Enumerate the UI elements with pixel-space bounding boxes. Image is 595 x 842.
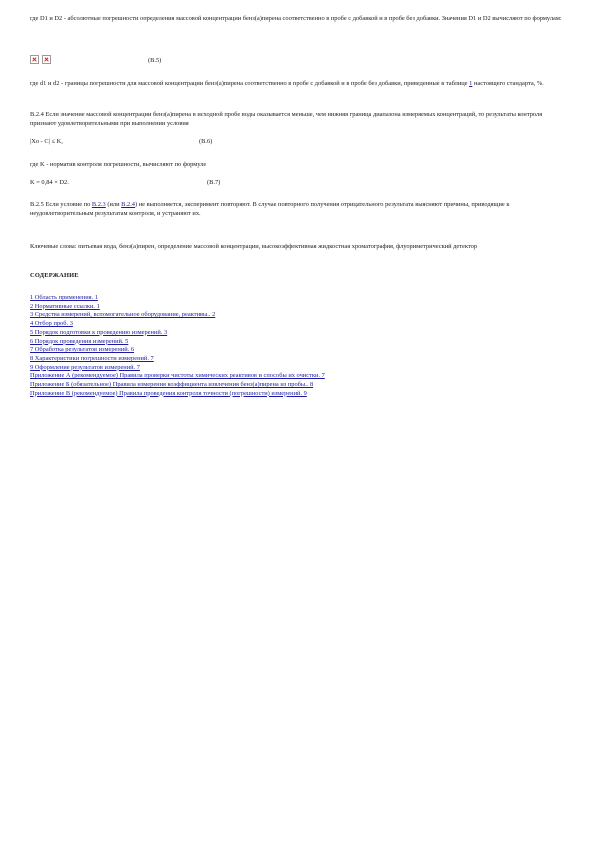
formula-b7-expression: K = 0,84 × D2. xyxy=(30,179,69,186)
formula-b5 xyxy=(30,55,54,64)
toc-item-1[interactable]: 1 Область применения. 1 xyxy=(30,294,99,301)
toc-item-9[interactable]: 9 Оформление результатов измерений. 7 xyxy=(30,363,140,371)
toc-heading xyxy=(30,271,570,280)
toc-item-3[interactable]: 3 Средства измерений, вспомогательное оборудование, реактивы.. 2 xyxy=(30,311,216,319)
k-definition xyxy=(30,160,570,169)
formula-b6-number: (В.6) xyxy=(199,138,213,145)
k-definition-text: где K - норматив контроля погрешности, вычисляют по формуле xyxy=(30,161,207,168)
toc-item-appendix-v[interactable]: Приложение В (рекомендуемое) Правила проведения контроля точности (погрешности) измерений. 9 xyxy=(30,389,307,397)
formula-b6-expression: |Xо - С| ≤ K, xyxy=(30,138,63,145)
clause-b24-link[interactable]: В.2.4 xyxy=(121,201,136,208)
delta-definition-text: где d1 и d2 - границы погрешности для массовой концентрации бенз(а)пирена соответственно в пробе с добавкой и в пробе без добавки, приведенные в таблице xyxy=(30,80,468,87)
keywords-paragraph xyxy=(30,242,570,251)
clause-b23-link[interactable]: В.2.3 xyxy=(91,201,106,208)
toc-item-7[interactable]: 7 Обработка результатов измерений. 6 xyxy=(30,346,135,354)
clause-b24-text: В.2.4 Если значение массовой концентрации бенз(а)пирена в исходной пробе воды оказывается меньше, чем нижняя граница диапазона измеряемых концентраций, то результаты контроля признают удовлетворительными при выполнении условия xyxy=(30,111,543,127)
table-of-contents xyxy=(30,294,410,398)
toc-item-8[interactable]: 8 Характеристики погрешности измерений. 7 xyxy=(30,354,154,362)
toc-item-4[interactable]: 4 Отбор проб. 3 xyxy=(30,320,73,328)
toc-item-2[interactable]: 2 Нормативные ссылки. 1 xyxy=(30,302,100,310)
toc-item-appendix-b[interactable]: Приложение Б (обязательное) Правила измерения коэффициента извлечения бенз(а)пирена из пробы.. 8 xyxy=(30,381,314,389)
formula-b7-number: (В.7) xyxy=(207,179,221,186)
d-definition-text: где D1 и D2 - абсолютные погрешности определения массовой концентрации бенз(а)пирена соответственно в пробе с добавкой и в пробе без добавки. Значения D1 и D2 вычисляют по формулам: xyxy=(30,15,562,22)
broken-image-icon xyxy=(42,55,51,64)
table-1-link[interactable]: 1 xyxy=(469,80,473,87)
toc-item-appendix-a[interactable]: Приложение А (рекомендуемое) Правила проверки чистоты химических реактивов и способы их очистки. 7 xyxy=(30,372,325,380)
keywords-text: Ключевые слова: питьевая вода, бенз(а)пирен, определение массовой концентрации, высокоэффективная жидкостная хроматография, флуориметрический детектор xyxy=(30,243,477,250)
clause-b24 xyxy=(30,110,570,128)
broken-image-icon xyxy=(30,55,39,64)
clause-b25-rest: ) не выполняется, эксперимент повторяют. В случае повторного получения отрицательного результата выясняют причины, приводящие к неудовлетворительным результатам контроля, и устраняют их. xyxy=(30,201,510,217)
toc-title: СОДЕРЖАНИЕ xyxy=(30,272,79,279)
formula-b5-number: (В.5) xyxy=(148,57,162,64)
clause-b25-prefix: В.2.5 Если условие по xyxy=(30,201,91,208)
delta-definition-paragraph xyxy=(30,79,570,88)
delta-definition-end: настоящего стандарта, %. xyxy=(473,80,544,87)
toc-item-6[interactable]: 6 Порядок проведения измерений. 5 xyxy=(30,337,129,345)
toc-item-5[interactable]: 5 Порядок подготовки к проведению измерений. 3 xyxy=(30,328,168,336)
d-definition-paragraph xyxy=(30,14,570,23)
clause-b25 xyxy=(30,200,570,218)
clause-b25-mid: (или xyxy=(107,201,120,208)
